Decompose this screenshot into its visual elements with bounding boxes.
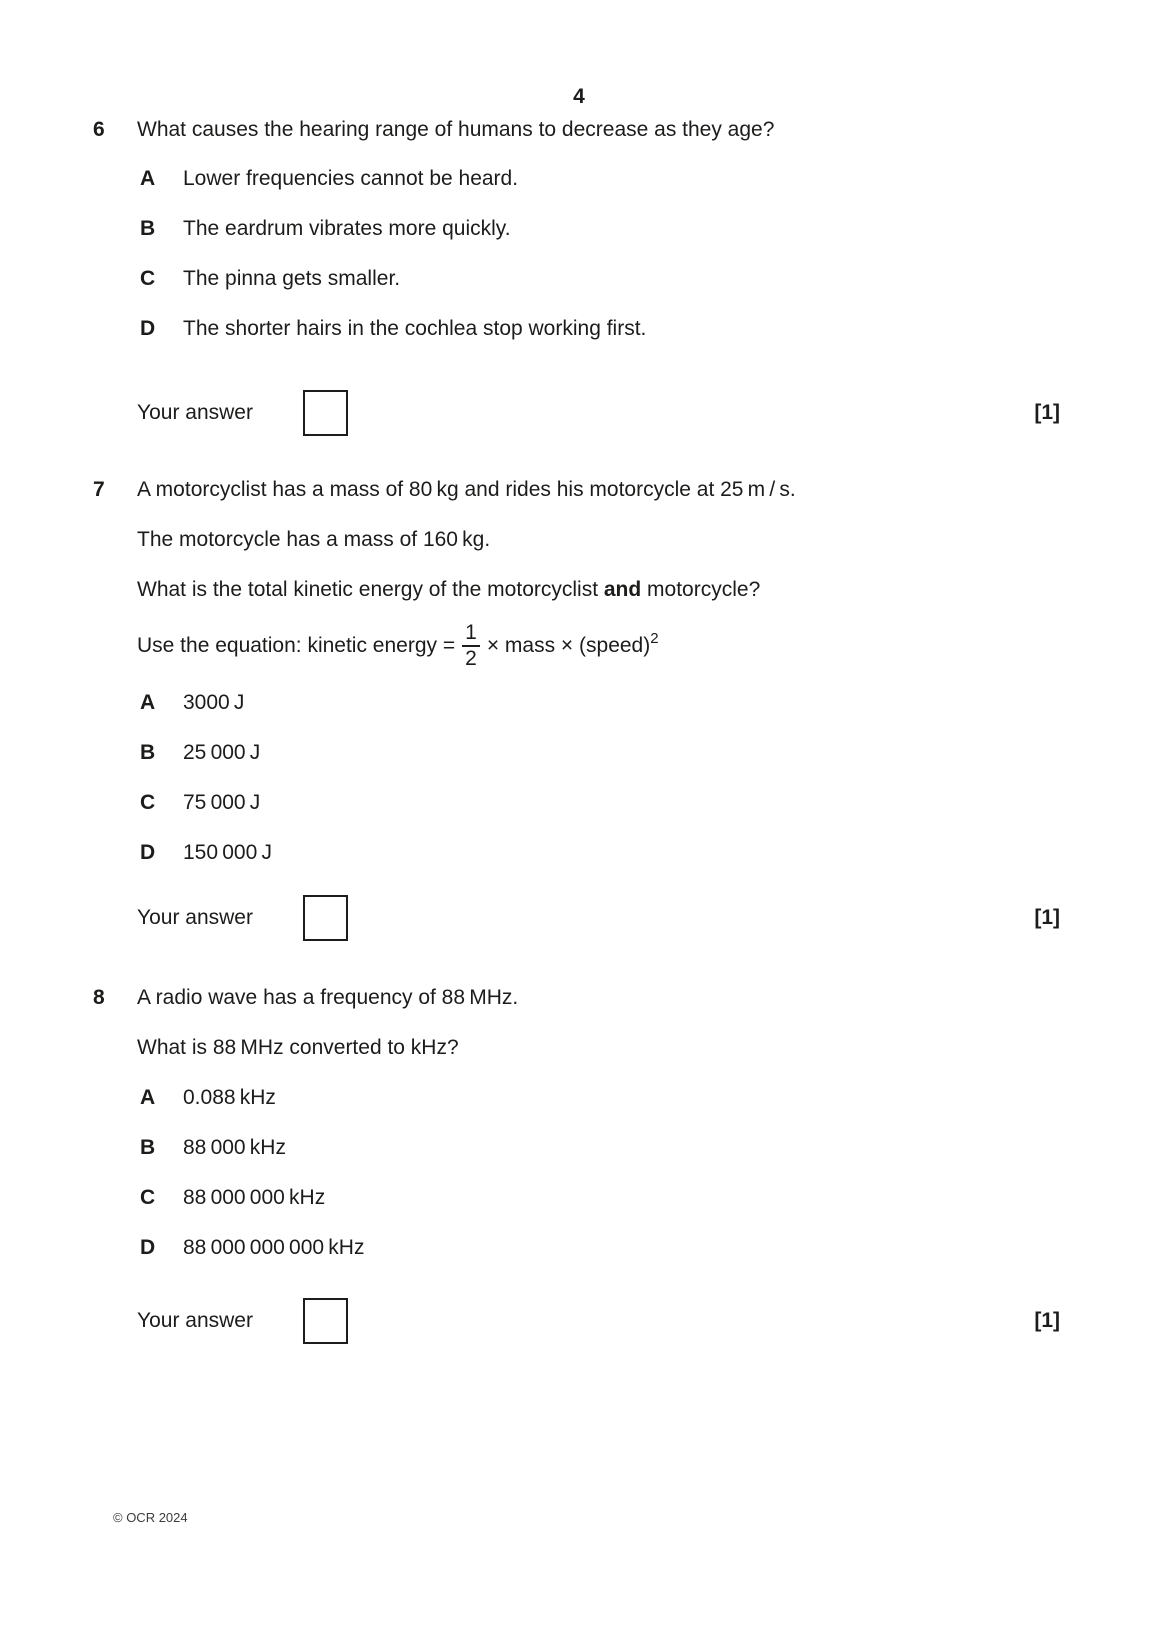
question-6-option-a-letter: A xyxy=(140,167,156,190)
question-7-option-c-letter: C xyxy=(140,791,156,814)
question-7-number: 7 xyxy=(93,478,105,501)
question-6-option-b-letter: B xyxy=(140,217,156,240)
question-7-option-c-text: 75 000 J xyxy=(183,791,261,814)
equation-superscript: 2 xyxy=(650,629,659,647)
question-8-option-c-text: 88 000 000 kHz xyxy=(183,1186,326,1209)
question-6-answer-box[interactable] xyxy=(303,390,348,436)
question-8-line-2: What is 88 MHz converted to kHz? xyxy=(137,1036,459,1059)
question-7-option-d-text: 150 000 J xyxy=(183,841,272,864)
question-8-line-1: A radio wave has a frequency of 88 MHz. xyxy=(137,986,519,1009)
question-6-text: What causes the hearing range of humans to decrease as they age? xyxy=(137,118,775,141)
question-6-option-a-text: Lower frequencies cannot be heard. xyxy=(183,167,519,190)
question-7-answer-label: Your answer xyxy=(137,906,253,929)
question-8-number: 8 xyxy=(93,986,105,1009)
fraction-denominator: 2 xyxy=(462,645,480,671)
question-8-mark: [1] xyxy=(1034,1309,1060,1332)
question-7-option-d-letter: D xyxy=(140,841,156,864)
question-6-number: 6 xyxy=(93,118,105,141)
question-8-answer-label: Your answer xyxy=(137,1309,253,1332)
footer-copyright: © OCR 2024 xyxy=(113,1510,188,1525)
question-7-question-line xyxy=(137,575,760,605)
question-6-mark: [1] xyxy=(1034,401,1060,424)
question-7-option-b-letter: B xyxy=(140,741,156,764)
question-8-option-b-text: 88 000 kHz xyxy=(183,1136,286,1159)
equation-fraction xyxy=(462,621,480,671)
page-number: 4 xyxy=(573,85,585,108)
question-7-question-pre: What is the total kinetic energy of the motorcyclist xyxy=(137,578,604,601)
question-7-mark: [1] xyxy=(1034,906,1060,929)
question-7-option-b-text: 25 000 J xyxy=(183,741,261,764)
question-8-option-d-text: 88 000 000 000 kHz xyxy=(183,1236,365,1259)
question-7-line-1: A motorcyclist has a mass of 80 kg and rides his motorcycle at 25 m / s. xyxy=(137,478,796,501)
question-8-answer-box[interactable] xyxy=(303,1298,348,1344)
question-8-option-a-letter: A xyxy=(140,1086,156,1109)
question-6-option-d-letter: D xyxy=(140,317,156,340)
question-6-option-c-letter: C xyxy=(140,267,156,290)
question-6-option-b-text: The eardrum vibrates more quickly. xyxy=(183,217,511,240)
question-8-option-c-letter: C xyxy=(140,1186,156,1209)
question-6-option-c-text: The pinna gets smaller. xyxy=(183,267,401,290)
question-7-option-a-text: 3000 J xyxy=(183,691,245,714)
fraction-numerator: 1 xyxy=(465,621,477,644)
question-6-answer-label: Your answer xyxy=(137,401,253,424)
question-7-question-post: motorcycle? xyxy=(641,578,761,601)
question-8-option-d-letter: D xyxy=(140,1236,156,1259)
equation-suffix: × mass × (speed) xyxy=(486,634,651,657)
question-8-option-a-text: 0.088 kHz xyxy=(183,1086,276,1109)
question-8-option-b-letter: B xyxy=(140,1136,156,1159)
question-7-question-bold: and xyxy=(603,578,642,601)
question-7-line-2: The motorcycle has a mass of 160 kg. xyxy=(137,528,491,551)
question-7-equation xyxy=(137,612,659,680)
question-7-option-a-letter: A xyxy=(140,691,156,714)
question-7-answer-box[interactable] xyxy=(303,895,348,941)
equation-prefix: Use the equation: kinetic energy = xyxy=(137,634,456,657)
question-6-option-d-text: The shorter hairs in the cochlea stop working first. xyxy=(183,317,647,340)
